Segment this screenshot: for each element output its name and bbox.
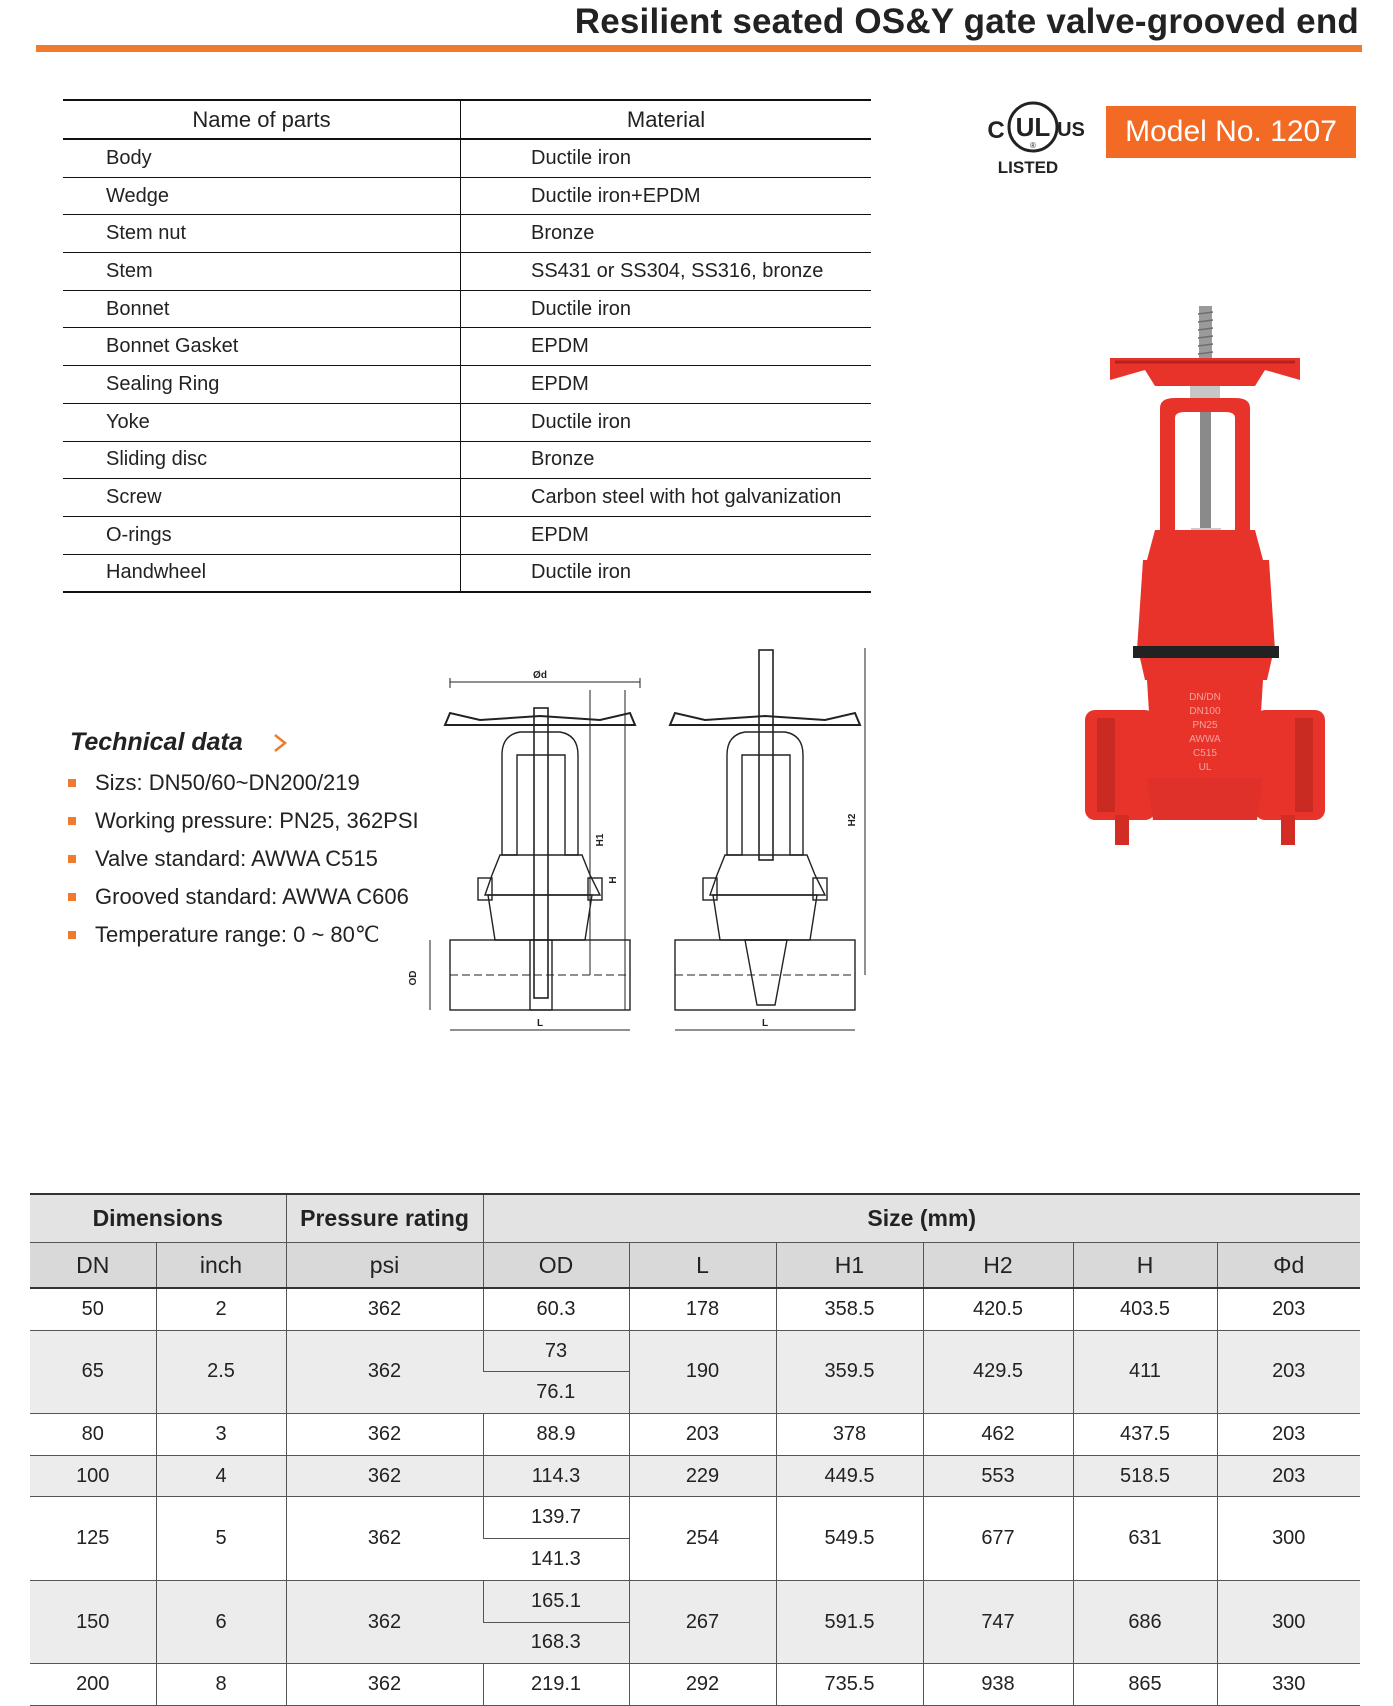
dn-cell: 200 — [30, 1664, 156, 1706]
h1-cell: 378 — [776, 1414, 923, 1456]
bullet-icon — [68, 931, 76, 939]
part-material-cell: Ductile iron — [461, 554, 872, 592]
bullet-icon — [68, 779, 76, 787]
psi-cell: 362 — [286, 1664, 483, 1706]
l-cell: 190 — [629, 1330, 776, 1413]
casting-text-4: AWWA — [1189, 734, 1221, 745]
psi-cell: 362 — [286, 1497, 483, 1580]
casting-text-6: UL — [1198, 762, 1212, 773]
h1-cell: 735.5 — [776, 1664, 923, 1706]
h-cell: 518.5 — [1073, 1455, 1217, 1497]
table-row — [30, 1580, 1360, 1622]
table-row — [30, 1664, 1360, 1706]
h-cell: 631 — [1073, 1497, 1217, 1580]
column-header-l: L — [629, 1243, 776, 1289]
h2-cell: 553 — [923, 1455, 1073, 1497]
table-row — [30, 1414, 1360, 1456]
parts-table-row — [63, 366, 871, 404]
ul-registered-text: ® — [1030, 141, 1036, 150]
inch-cell: 6 — [156, 1580, 286, 1663]
part-name-cell: Stem — [63, 253, 461, 291]
part-material-cell: Bronze — [461, 215, 872, 253]
tech-item — [68, 878, 419, 916]
parts-table-row — [63, 139, 871, 177]
h-cell: 865 — [1073, 1664, 1217, 1706]
part-name-cell: Wedge — [63, 177, 461, 215]
tech-item — [68, 916, 419, 954]
dn-cell: 65 — [30, 1330, 156, 1413]
ul-c-text: C — [987, 117, 1005, 144]
psi-cell: 362 — [286, 1288, 483, 1330]
tech-item — [68, 840, 419, 878]
h-cell: 437.5 — [1073, 1414, 1217, 1456]
phi-d-cell: 300 — [1217, 1580, 1360, 1663]
column-header-dn: DN — [30, 1243, 156, 1289]
part-material-cell: Carbon steel with hot galvanization — [461, 479, 872, 517]
group-header-pressure-rating: Pressure rating — [286, 1194, 483, 1243]
part-material-cell: EPDM — [461, 366, 872, 404]
part-material-cell: Ductile iron — [461, 290, 872, 328]
label-length-l-side: L — [761, 1018, 769, 1029]
header-material: Material — [461, 100, 872, 139]
l-cell: 254 — [629, 1497, 776, 1580]
parts-table-header — [63, 100, 871, 139]
part-material-cell: SS431 or SS304, SS316, bronze — [461, 253, 872, 291]
bullet-icon — [68, 817, 76, 825]
h2-cell: 938 — [923, 1664, 1073, 1706]
h2-cell: 677 — [923, 1497, 1073, 1580]
label-height-h: H — [608, 876, 619, 884]
header-name-of-parts: Name of parts — [63, 100, 461, 139]
parts-table-row — [63, 403, 871, 441]
chevron-right-icon — [272, 733, 288, 753]
tech-item-text: Working pressure: PN25, 362PSI — [95, 808, 419, 833]
part-name-cell: Yoke — [63, 403, 461, 441]
h-cell: 403.5 — [1073, 1288, 1217, 1330]
inch-cell: 2 — [156, 1288, 286, 1330]
h-cell: 411 — [1073, 1330, 1217, 1413]
title-underline — [36, 45, 1362, 52]
od-cell: 88.9 — [483, 1414, 629, 1456]
phi-d-cell: 330 — [1217, 1664, 1360, 1706]
parts-table-row — [63, 290, 871, 328]
part-material-cell: Ductile iron — [461, 139, 872, 177]
group-header-size-mm: Size (mm) — [483, 1194, 1360, 1243]
h1-cell: 358.5 — [776, 1288, 923, 1330]
psi-cell: 362 — [286, 1330, 483, 1413]
part-name-cell: Sliding disc — [63, 441, 461, 479]
column-header-h: H — [1073, 1243, 1217, 1289]
model-number-badge: Model No. 1207 — [1106, 106, 1356, 158]
tech-item — [68, 802, 419, 840]
psi-cell: 362 — [286, 1580, 483, 1663]
phi-d-cell: 203 — [1217, 1414, 1360, 1456]
ul-us-text: US — [1057, 119, 1085, 141]
ul-listed-text: LISTED — [997, 158, 1059, 177]
part-material-cell: EPDM — [461, 328, 872, 366]
h-cell: 686 — [1073, 1580, 1217, 1663]
table-row — [30, 1330, 1360, 1372]
label-height-h2: H2 — [847, 813, 858, 827]
psi-cell: 362 — [286, 1414, 483, 1456]
dn-cell: 50 — [30, 1288, 156, 1330]
column-header-h1: H1 — [776, 1243, 923, 1289]
l-cell: 292 — [629, 1664, 776, 1706]
group-header-dimensions: Dimensions — [30, 1194, 286, 1243]
column-header-psi: psi — [286, 1243, 483, 1289]
dimensions-table — [30, 1193, 1360, 1706]
od-cell: 60.3 — [483, 1288, 629, 1330]
parts-table-row — [63, 253, 871, 291]
parts-table-row — [63, 441, 871, 479]
bullet-icon — [68, 893, 76, 901]
part-name-cell: Screw — [63, 479, 461, 517]
part-name-cell: Bonnet Gasket — [63, 328, 461, 366]
table-row — [30, 1455, 1360, 1497]
column-header-inch: inch — [156, 1243, 286, 1289]
h1-cell: 359.5 — [776, 1330, 923, 1413]
h1-cell: 591.5 — [776, 1580, 923, 1663]
h1-cell: 449.5 — [776, 1455, 923, 1497]
od-cell: 76.1 — [483, 1372, 629, 1414]
parts-table-row — [63, 215, 871, 253]
part-name-cell: Stem nut — [63, 215, 461, 253]
od-cell: 114.3 — [483, 1455, 629, 1497]
h2-cell: 462 — [923, 1414, 1073, 1456]
drawing-front-view — [408, 670, 640, 1030]
column-header-phi-d: Φd — [1217, 1243, 1360, 1289]
technical-data-list — [68, 764, 419, 954]
valve-technical-drawing — [408, 640, 880, 1050]
phi-d-cell: 300 — [1217, 1497, 1360, 1580]
od-cell: 73 — [483, 1330, 629, 1372]
ul-listed-logo — [983, 98, 1083, 180]
parts-table-row — [63, 479, 871, 517]
drawing-side-view — [670, 648, 865, 1030]
phi-d-cell: 203 — [1217, 1455, 1360, 1497]
inch-cell: 5 — [156, 1497, 286, 1580]
casting-text-5: C515 — [1193, 748, 1217, 759]
dn-cell: 100 — [30, 1455, 156, 1497]
table-row — [30, 1497, 1360, 1539]
h2-cell: 747 — [923, 1580, 1073, 1663]
parts-table-row — [63, 554, 871, 592]
parts-table-row — [63, 328, 871, 366]
tech-item-text: Sizs: DN50/60~DN200/219 — [95, 770, 360, 795]
tech-item-text: Temperature range: 0 ~ 80℃ — [95, 922, 380, 947]
column-header-od: OD — [483, 1243, 629, 1289]
page-title: Resilient seated OS&Y gate valve-grooved end — [574, 2, 1359, 41]
label-od: OD — [408, 970, 419, 986]
technical-data-heading: Technical data — [70, 728, 243, 756]
part-name-cell: Bonnet — [63, 290, 461, 328]
od-cell: 139.7 — [483, 1497, 629, 1539]
part-name-cell: Body — [63, 139, 461, 177]
column-header-h2: H2 — [923, 1243, 1073, 1289]
l-cell: 267 — [629, 1580, 776, 1663]
tech-item-text: Grooved standard: AWWA C606 — [95, 884, 409, 909]
part-material-cell: Ductile iron — [461, 403, 872, 441]
bullet-icon — [68, 855, 76, 863]
parts-table-row — [63, 516, 871, 554]
od-cell: 141.3 — [483, 1539, 629, 1581]
phi-d-cell: 203 — [1217, 1288, 1360, 1330]
od-cell: 168.3 — [483, 1622, 629, 1664]
dn-cell: 150 — [30, 1580, 156, 1663]
od-cell: 219.1 — [483, 1664, 629, 1706]
dimensions-column-header-row — [30, 1243, 1360, 1289]
dn-cell: 80 — [30, 1414, 156, 1456]
casting-text-3: PN25 — [1192, 720, 1218, 731]
valve-product-photo — [1085, 300, 1325, 850]
ul-mark-text: UL — [1015, 112, 1051, 142]
part-name-cell: O-rings — [63, 516, 461, 554]
casting-text-2: DN100 — [1189, 706, 1221, 717]
l-cell: 178 — [629, 1288, 776, 1330]
l-cell: 229 — [629, 1455, 776, 1497]
casting-text-1: DN/DN — [1189, 692, 1221, 703]
label-diameter-d: Ød — [533, 670, 547, 681]
inch-cell: 3 — [156, 1414, 286, 1456]
dimensions-group-header-row — [30, 1194, 1360, 1243]
h1-cell: 549.5 — [776, 1497, 923, 1580]
parts-material-table — [63, 99, 871, 593]
dn-cell: 125 — [30, 1497, 156, 1580]
inch-cell: 4 — [156, 1455, 286, 1497]
psi-cell: 362 — [286, 1455, 483, 1497]
part-name-cell: Sealing Ring — [63, 366, 461, 404]
part-name-cell: Handwheel — [63, 554, 461, 592]
label-length-l-front: L — [536, 1018, 544, 1029]
h2-cell: 429.5 — [923, 1330, 1073, 1413]
part-material-cell: Bronze — [461, 441, 872, 479]
table-row — [30, 1288, 1360, 1330]
tech-item-text: Valve standard: AWWA C515 — [95, 846, 378, 871]
l-cell: 203 — [629, 1414, 776, 1456]
h2-cell: 420.5 — [923, 1288, 1073, 1330]
tech-item — [68, 764, 419, 802]
inch-cell: 2.5 — [156, 1330, 286, 1413]
part-material-cell: Ductile iron+EPDM — [461, 177, 872, 215]
parts-table-row — [63, 177, 871, 215]
inch-cell: 8 — [156, 1664, 286, 1706]
part-material-cell: EPDM — [461, 516, 872, 554]
label-height-h1: H1 — [595, 833, 606, 847]
od-cell: 165.1 — [483, 1580, 629, 1622]
phi-d-cell: 203 — [1217, 1330, 1360, 1413]
